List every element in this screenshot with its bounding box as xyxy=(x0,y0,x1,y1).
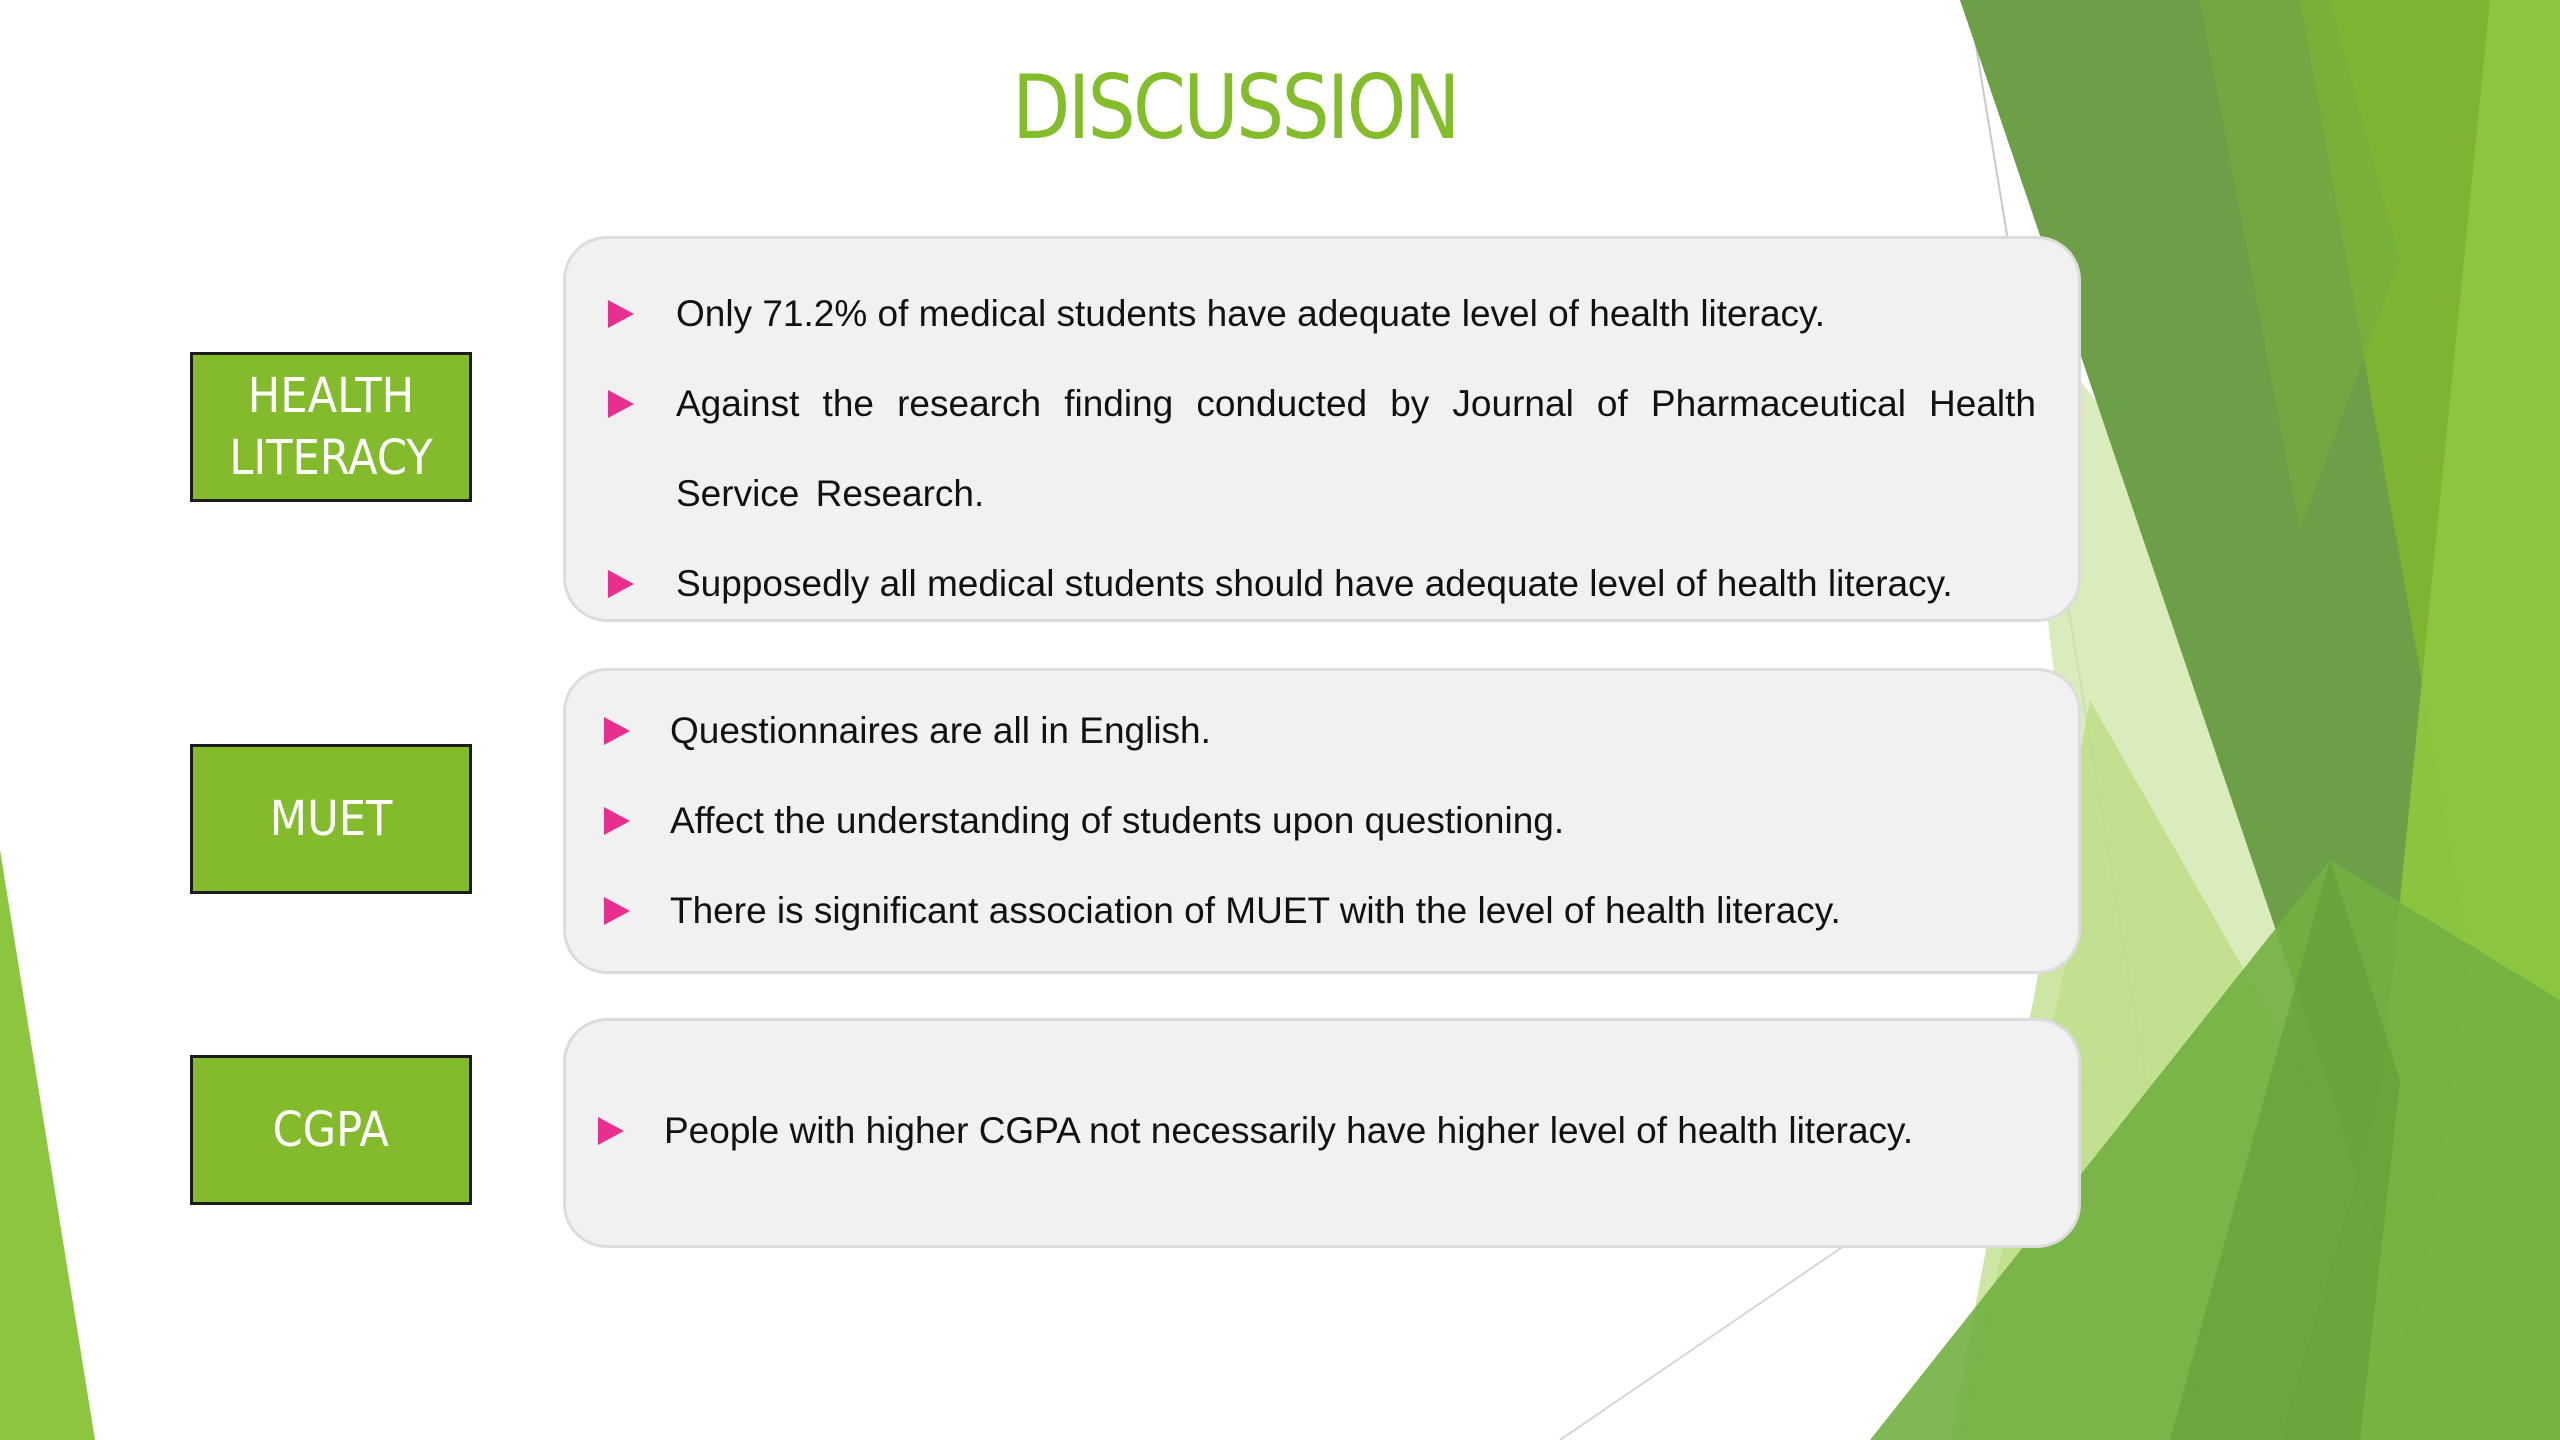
triangle-right-icon xyxy=(604,807,630,835)
bullet-text: Against the research finding conducted by Journal of Pharmaceutical Health Service Research. xyxy=(676,383,2036,514)
bullet-text: Affect the understanding of students upon questioning. xyxy=(670,800,1565,841)
cgpa-label-text: CGPA xyxy=(272,1102,390,1158)
health-literacy-panel xyxy=(563,236,2081,622)
cgpa-panel xyxy=(563,1018,2081,1248)
bullet-text: People with higher CGPA not necessarily have higher level of health literacy. xyxy=(664,1110,1914,1151)
bullet-text: Supposedly all medical students should have adequate level of health literacy. xyxy=(676,563,1953,604)
list-item xyxy=(604,776,2024,866)
bullet-text: Only 71.2% of medical students have adequate level of health literacy. xyxy=(676,293,1826,334)
left-accent-shape xyxy=(0,850,95,1440)
list-item xyxy=(608,269,2028,359)
list-item xyxy=(604,686,2024,776)
list-item xyxy=(604,866,2024,956)
health-literacy-label-text: HEALTH LITERACY xyxy=(229,368,433,486)
muet-panel xyxy=(563,668,2081,974)
list-item xyxy=(608,539,2028,629)
triangle-right-icon xyxy=(604,717,630,745)
triangle-right-icon xyxy=(608,390,634,418)
muet-label-text: MUET xyxy=(269,791,393,847)
triangle-right-icon xyxy=(604,897,630,925)
triangle-right-icon xyxy=(598,1117,624,1145)
health-literacy-label xyxy=(190,352,472,502)
triangle-right-icon xyxy=(608,570,634,598)
list-item xyxy=(608,359,2036,539)
bullet-text: There is significant association of MUET with the level of health literacy. xyxy=(670,890,1841,931)
slide-title: DISCUSSION xyxy=(1012,56,1458,159)
cgpa-label xyxy=(190,1055,472,1205)
list-item xyxy=(598,1086,2038,1176)
triangle-right-icon xyxy=(608,300,634,328)
bullet-text: Questionnaires are all in English. xyxy=(670,710,1211,751)
muet-label xyxy=(190,744,472,894)
